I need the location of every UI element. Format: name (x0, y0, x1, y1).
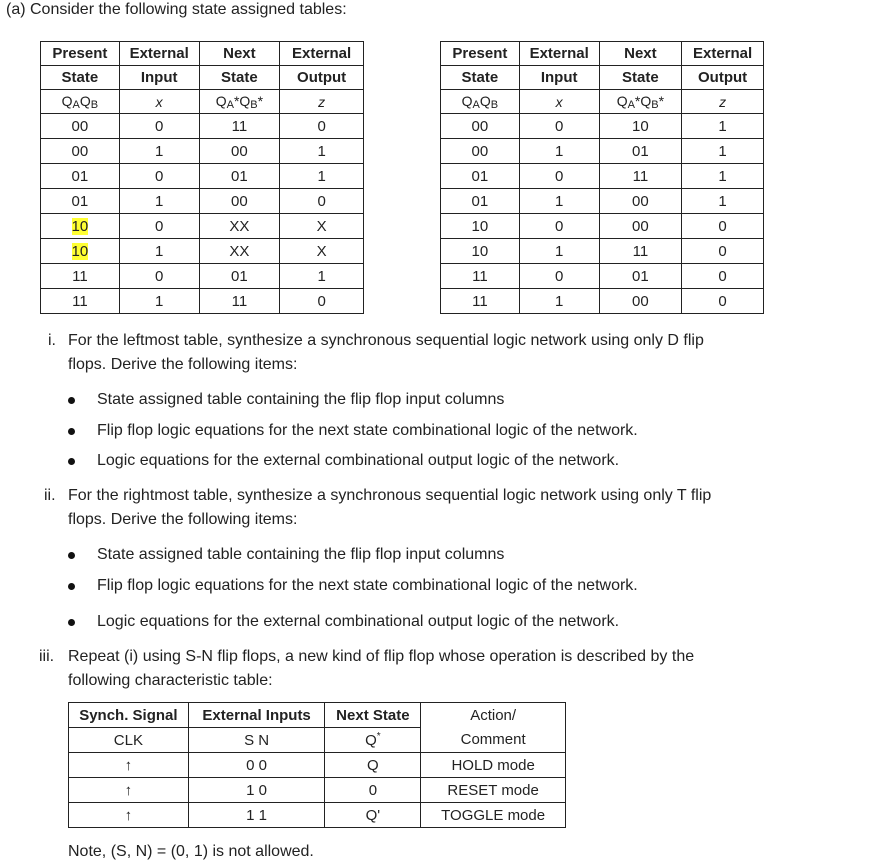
note-text: Note, (S, N) = (0, 1) is not allowed. (68, 843, 314, 860)
table-cell: X (280, 239, 364, 264)
table-cell: 01 (41, 164, 120, 189)
table-cell: 01 (199, 164, 280, 189)
table-row (441, 164, 764, 189)
table-cell: 0 (280, 114, 364, 139)
bullet-icon (68, 397, 75, 404)
char-cell: Q' (325, 803, 421, 828)
table-cell: 0 (119, 264, 199, 289)
header-row-2 (441, 66, 764, 90)
col-present: Present (441, 42, 520, 66)
col-state2: State (199, 66, 280, 90)
table-cell: 0 (519, 164, 599, 189)
table-row (41, 189, 364, 214)
part-ii-bullet-3 (68, 610, 858, 634)
table-cell: 1 (682, 139, 764, 164)
up-arrow-icon: ↑ (69, 778, 189, 803)
table-cell: 0 (682, 214, 764, 239)
table-row (41, 114, 364, 139)
col-external-input: External (119, 42, 199, 66)
table-cell: X (280, 214, 364, 239)
var-z: z (280, 90, 364, 114)
char-col-synch: Synch. Signal (69, 703, 189, 728)
table-cell: 0 (682, 289, 764, 314)
col-external-input: External (519, 42, 599, 66)
col-next: Next (599, 42, 682, 66)
char-sub-comment: Comment (421, 728, 566, 753)
char-row (69, 803, 566, 828)
bullet-icon (68, 619, 75, 626)
table-row (41, 239, 364, 264)
table-cell: 00 (599, 214, 682, 239)
table-cell: 00 (41, 114, 120, 139)
bullet-text: State assigned table containing the flip flop input columns (97, 391, 505, 408)
col-output: Output (682, 66, 764, 90)
part-iii-line2: following characteristic table: (68, 672, 273, 689)
char-col-next: Next State (325, 703, 421, 728)
col-state2: State (599, 66, 682, 90)
table-cell: 00 (41, 139, 120, 164)
table-cell: 1 (682, 114, 764, 139)
highlighted-value: 10 (71, 242, 89, 260)
table-cell: 0 (119, 164, 199, 189)
table-cell: 10 (599, 114, 682, 139)
table-cell: 11 (599, 164, 682, 189)
char-sub-sn: S N (188, 728, 325, 753)
part-iii-label: iii. (39, 648, 55, 665)
part-i-label: i. (48, 332, 56, 349)
bullet-text: Logic equations for the external combinational output logic of the network. (97, 613, 620, 630)
table-cell: 10 (441, 239, 520, 264)
table-cell: 11 (199, 114, 280, 139)
table-cell: 0 (682, 264, 764, 289)
part-ii-text (68, 484, 868, 532)
characteristic-table (68, 702, 566, 828)
part-iii-line1: Repeat (i) using S-N flip flops, a new kind of flip flop whose operation is described by the (68, 648, 695, 665)
col-next: Next (199, 42, 280, 66)
table-cell: 1 (280, 264, 364, 289)
bullet-text: Flip flop logic equations for the next state combinational logic of the network. (97, 577, 638, 594)
table-cell: 1 (280, 139, 364, 164)
table-cell: 00 (599, 289, 682, 314)
table-cell: 1 (119, 239, 199, 264)
table-cell: 10 (441, 214, 520, 239)
bullet-text: Flip flop logic equations for the next state combinational logic of the network. (97, 422, 638, 439)
col-output: Output (280, 66, 364, 90)
table-cell: 1 (519, 289, 599, 314)
part-ii-bullet-1 (68, 543, 858, 567)
var-next: QA*QB* (599, 90, 682, 114)
table-cell: 01 (599, 139, 682, 164)
col-external-output: External (280, 42, 364, 66)
char-cell: HOLD mode (421, 753, 566, 778)
table-cell: 01 (441, 189, 520, 214)
table-row (441, 114, 764, 139)
table-cell: 01 (41, 189, 120, 214)
bullet-text: Logic equations for the external combinational output logic of the network. (97, 452, 620, 469)
table-row (441, 139, 764, 164)
table-cell: 1 (519, 239, 599, 264)
table-cell: 11 (199, 289, 280, 314)
part-i-line1: For the leftmost table, synthesize a synchronous sequential logic network using only D flip (68, 332, 704, 349)
table-cell: 00 (441, 139, 520, 164)
left-state-table (40, 41, 364, 314)
table-cell: 1 (682, 189, 764, 214)
part-ii-bullet-2 (68, 574, 858, 598)
vars-row (41, 90, 364, 114)
var-x: x (519, 90, 599, 114)
table-cell: 01 (199, 264, 280, 289)
table-cell: 11 (599, 239, 682, 264)
col-external-output: External (682, 42, 764, 66)
table-cell: 11 (441, 264, 520, 289)
part-i-text (68, 329, 868, 377)
bullet-icon (68, 583, 75, 590)
var-qaqb: QAQB (41, 90, 120, 114)
table-cell: 0 (682, 239, 764, 264)
char-sub-clk: CLK (69, 728, 189, 753)
bullet-icon (68, 552, 75, 559)
char-header-row (69, 703, 566, 728)
table-cell: 00 (199, 189, 280, 214)
table-row (41, 214, 364, 239)
table-cell: 11 (441, 289, 520, 314)
table-cell: 00 (199, 139, 280, 164)
table-cell (41, 214, 120, 239)
col-input: Input (519, 66, 599, 90)
up-arrow-icon: ↑ (69, 803, 189, 828)
highlighted-value: 10 (71, 217, 89, 235)
part-iii-text (68, 645, 868, 693)
bullet-icon (68, 458, 75, 465)
char-cell: 1 0 (188, 778, 325, 803)
part-ii-line1: For the rightmost table, synthesize a synchronous sequential logic network using only T flip (68, 487, 712, 504)
var-z: z (682, 90, 764, 114)
part-ii-label: ii. (44, 487, 56, 504)
vars-row (441, 90, 764, 114)
table-cell: 0 (519, 114, 599, 139)
var-qaqb: QAQB (441, 90, 520, 114)
table-cell: 01 (599, 264, 682, 289)
char-row (69, 778, 566, 803)
header-row-1 (41, 42, 364, 66)
right-state-table (440, 41, 764, 314)
char-cell: 0 (325, 778, 421, 803)
table-row (41, 164, 364, 189)
col-input: Input (119, 66, 199, 90)
table-cell: 1 (119, 189, 199, 214)
table-cell: 1 (119, 289, 199, 314)
col-state: State (41, 66, 120, 90)
var-next: QA*QB* (199, 90, 280, 114)
page-title: (a) Consider the following state assigned tables: (6, 1, 347, 18)
char-cell: TOGGLE mode (421, 803, 566, 828)
table-cell: 0 (119, 114, 199, 139)
char-cell: RESET mode (421, 778, 566, 803)
table-row (41, 264, 364, 289)
table-row (441, 189, 764, 214)
table-cell: 1 (682, 164, 764, 189)
bullet-icon (68, 428, 75, 435)
table-cell (41, 239, 120, 264)
table-cell: 0 (519, 214, 599, 239)
header-row-1 (441, 42, 764, 66)
header-row-2 (41, 66, 364, 90)
part-i-bullet-1 (68, 388, 858, 412)
up-arrow-icon: ↑ (69, 753, 189, 778)
table-cell: 00 (441, 114, 520, 139)
table-cell: 0 (519, 264, 599, 289)
table-cell: 1 (280, 164, 364, 189)
table-row (441, 239, 764, 264)
table-row (41, 139, 364, 164)
col-state: State (441, 66, 520, 90)
char-sub-qstar: Q* (325, 728, 421, 753)
char-col-inputs: External Inputs (188, 703, 325, 728)
table-row (441, 264, 764, 289)
table-cell: 1 (119, 139, 199, 164)
table-cell: 0 (119, 214, 199, 239)
table-cell: 1 (519, 189, 599, 214)
table-cell: 0 (280, 189, 364, 214)
col-present: Present (41, 42, 120, 66)
var-x: x (119, 90, 199, 114)
table-cell: 1 (519, 139, 599, 164)
part-i-line2: flops. Derive the following items: (68, 356, 298, 373)
part-i-bullet-3 (68, 449, 858, 473)
char-cell: Q (325, 753, 421, 778)
bullet-text: State assigned table containing the flip flop input columns (97, 546, 505, 563)
table-cell: 0 (280, 289, 364, 314)
char-cell: 0 0 (188, 753, 325, 778)
table-cell: 11 (41, 264, 120, 289)
table-row (441, 214, 764, 239)
table-row (441, 289, 764, 314)
part-i-bullet-2 (68, 419, 858, 443)
table-cell: 00 (599, 189, 682, 214)
table-cell: 11 (41, 289, 120, 314)
char-col-action: Action/ (421, 703, 566, 728)
table-row (41, 289, 364, 314)
table-cell: 01 (441, 164, 520, 189)
part-ii-line2: flops. Derive the following items: (68, 511, 298, 528)
table-cell: XX (199, 214, 280, 239)
char-sub-row (69, 728, 566, 753)
table-cell: XX (199, 239, 280, 264)
char-cell: 1 1 (188, 803, 325, 828)
char-row (69, 753, 566, 778)
